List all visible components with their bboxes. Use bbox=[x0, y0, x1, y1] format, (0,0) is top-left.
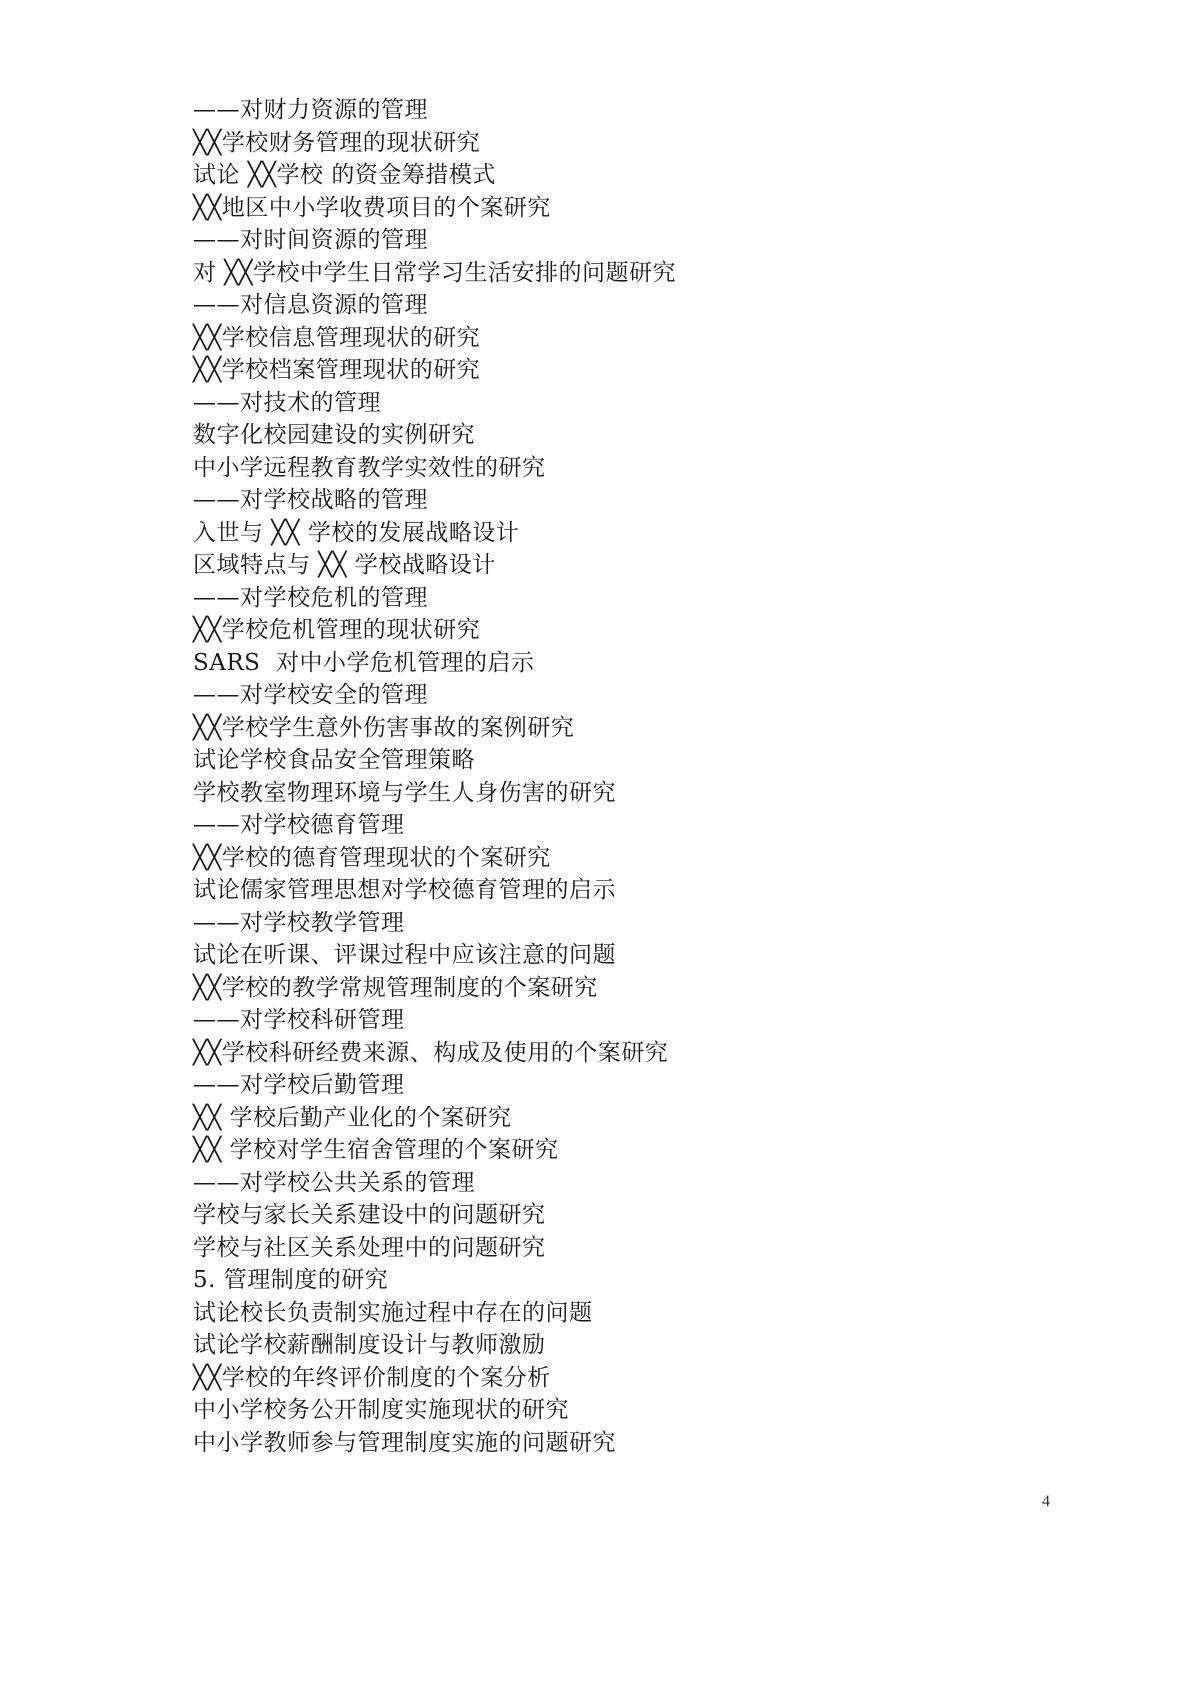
text-line: ╳╳地区中小学收费项目的个案研究 bbox=[193, 194, 551, 221]
text-line: ╳╳学校的年终评价制度的个案分析 bbox=[193, 1364, 551, 1391]
text-line: 试论在听课、评课过程中应该注意的问题 bbox=[193, 942, 616, 968]
text-line: ╳╳学校财务管理的现状研究 bbox=[193, 129, 481, 156]
text-line: 学校与社区关系处理中的问题研究 bbox=[193, 1234, 546, 1261]
text-line: ——对学校安全的管理 bbox=[193, 682, 428, 708]
text-line: ╳╳学校的教学常规管理制度的个案研究 bbox=[193, 974, 598, 1001]
text-line: 试论校长负责制实施过程中存在的问题 bbox=[193, 1299, 593, 1326]
text-line: 试论学校薪酬制度设计与教师激励 bbox=[193, 1332, 546, 1358]
text-line: 中小学教师参与管理制度实施的问题研究 bbox=[193, 1429, 616, 1456]
text-line: ——对学校科研管理 bbox=[193, 1007, 405, 1033]
text-line: 试论 ╳╳学校 的资金筹措模式 bbox=[193, 162, 496, 188]
text-body bbox=[193, 94, 1093, 1459]
text-line: ——对学校教学管理 bbox=[193, 909, 405, 936]
text-line: 试论儒家管理思想对学校德育管理的启示 bbox=[193, 877, 616, 903]
text-line: 中小学远程教育教学实效性的研究 bbox=[193, 454, 546, 481]
text-line: ——对学校公共关系的管理 bbox=[193, 1169, 475, 1196]
text-line: 数字化校园建设的实例研究 bbox=[193, 422, 475, 448]
text-line: ——对学校后勤管理 bbox=[193, 1072, 405, 1098]
text-line: ╳╳学校的德育管理现状的个案研究 bbox=[193, 844, 551, 871]
page-number: 4 bbox=[1042, 1493, 1050, 1510]
text-line: 中小学校务公开制度实施现状的研究 bbox=[193, 1397, 569, 1423]
text-line: ╳╳学校信息管理现状的研究 bbox=[193, 324, 481, 351]
text-line: 入世与 ╳╳ 学校的发展战略设计 bbox=[193, 519, 520, 546]
text-line: 5. 管理制度的研究 bbox=[193, 1267, 389, 1293]
text-line: ╳╳学校危机管理的现状研究 bbox=[193, 617, 481, 643]
text-line: ——对学校德育管理 bbox=[193, 812, 405, 838]
text-line: 学校教室物理环境与学生人身伤害的研究 bbox=[193, 779, 616, 806]
text-line: ——对财力资源的管理 bbox=[193, 97, 428, 123]
text-line: ——对信息资源的管理 bbox=[193, 292, 428, 318]
text-line: ——对学校战略的管理 bbox=[193, 487, 428, 513]
text-line: ——对学校危机的管理 bbox=[193, 584, 428, 611]
text-line: ——对技术的管理 bbox=[193, 389, 381, 416]
text-line: 学校与家长关系建设中的问题研究 bbox=[193, 1202, 546, 1228]
text-line: 对 ╳╳学校中学生日常学习生活安排的问题研究 bbox=[193, 259, 677, 286]
text-line: ——对时间资源的管理 bbox=[193, 227, 428, 253]
text-line: ╳╳学校学生意外伤害事故的案例研究 bbox=[193, 714, 575, 741]
text-line: ╳╳ 学校对学生宿舍管理的个案研究 bbox=[193, 1137, 559, 1163]
text-line: ╳╳学校档案管理现状的研究 bbox=[193, 357, 481, 383]
text-line: SARS 对中小学危机管理的启示 bbox=[193, 649, 535, 676]
text-line: ╳╳学校科研经费来源、构成及使用的个案研究 bbox=[193, 1039, 669, 1066]
text-line: ╳╳ 学校后勤产业化的个案研究 bbox=[193, 1104, 512, 1131]
text-line: 试论学校食品安全管理策略 bbox=[193, 747, 475, 773]
text-line: 区域特点与 ╳╳ 学校战略设计 bbox=[193, 552, 496, 578]
